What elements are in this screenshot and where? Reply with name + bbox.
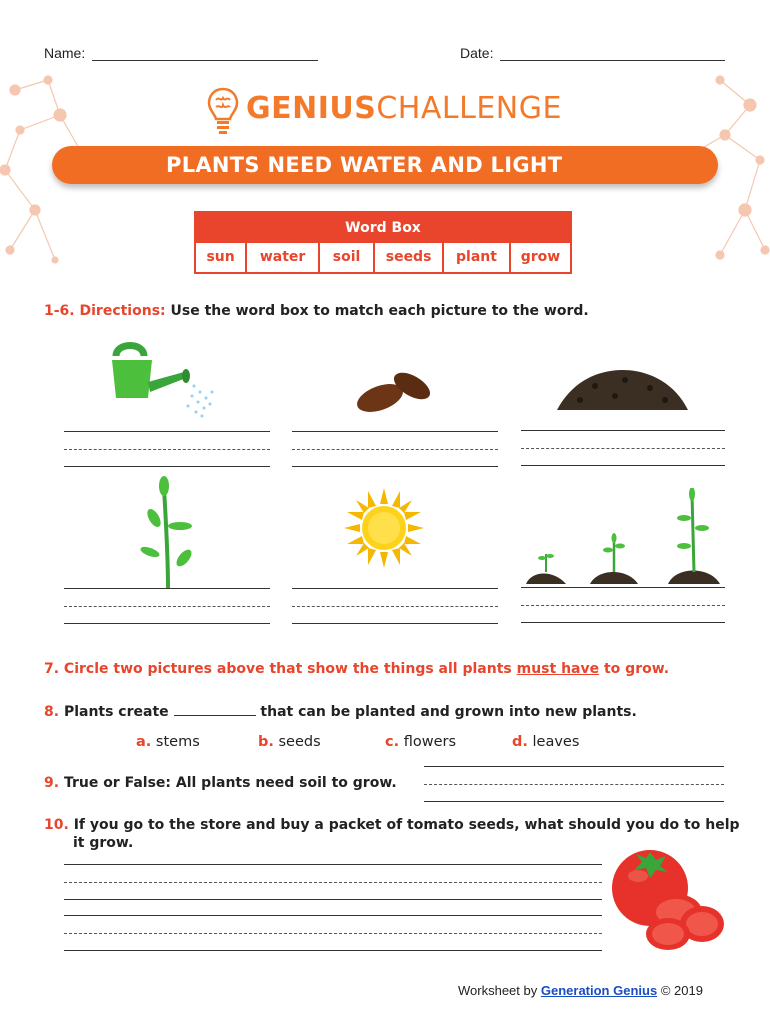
question-9 [44, 775, 397, 791]
date-field[interactable] [500, 60, 725, 61]
directions-label: Directions: [79, 303, 166, 319]
question-8-blank[interactable] [174, 715, 256, 716]
question-10-continued: it grow. [73, 835, 134, 851]
question-7-end: to grow. [603, 661, 670, 677]
question-9-text: True or False: All plants need soil to grow. [63, 775, 397, 791]
choice-text: flowers [403, 734, 457, 750]
question-7-text: 7. Circle two pictures above that show the things all plants [44, 661, 512, 677]
choice-text: seeds [278, 734, 321, 750]
choice-letter: a. [136, 734, 152, 750]
footer-suffix: © 2019 [660, 983, 703, 998]
brand-thin: CHALLENGE [376, 91, 562, 126]
question-number: 10. [44, 817, 69, 833]
answer-box-10a[interactable] [64, 864, 602, 900]
answer-box-4[interactable] [64, 588, 270, 624]
word-box-row [196, 243, 570, 272]
name-field[interactable] [92, 60, 318, 61]
answer-box-6[interactable] [521, 587, 725, 623]
answer-box-5[interactable] [292, 588, 498, 624]
answer-box-10b[interactable] [64, 915, 602, 951]
seeds-icon [350, 364, 440, 414]
brand-title [246, 91, 562, 126]
brand-bold: GENIUS [246, 91, 377, 126]
footer-prefix: Worksheet by [458, 983, 538, 998]
question-number: 9. [44, 775, 60, 791]
tomato-icon [606, 846, 736, 956]
question-1-6 [44, 303, 589, 319]
word-box-cell: soil [318, 243, 373, 272]
title-banner [52, 146, 718, 184]
word-box-cell: plant [442, 243, 509, 272]
word-box-cell: seeds [373, 243, 442, 272]
word-box-cell: water [245, 243, 318, 272]
question-number: 8. [44, 704, 60, 720]
question-8-before: Plants create [63, 704, 169, 720]
sun-icon [344, 488, 424, 568]
choice-letter: c. [385, 734, 400, 750]
question-text: Use the word box to match each picture to the word. [170, 303, 589, 319]
word-box-title: Word Box [196, 213, 570, 243]
watering-can-icon [104, 336, 224, 426]
growing-seedlings-icon [524, 488, 724, 586]
question-8 [44, 704, 637, 720]
brain-bulb-icon [206, 86, 240, 136]
choice-a[interactable] [136, 734, 200, 750]
choice-b[interactable] [258, 734, 321, 750]
answer-box-3[interactable] [521, 430, 725, 466]
name-label: Name: [44, 45, 86, 61]
question-number: 1-6. [44, 303, 75, 319]
answer-box-1[interactable] [64, 431, 270, 467]
word-box-cell: grow [509, 243, 570, 272]
choice-letter: b. [258, 734, 274, 750]
question-7 [44, 661, 669, 677]
choice-d[interactable] [512, 734, 579, 750]
question-10 [44, 817, 740, 833]
choice-text: leaves [532, 734, 580, 750]
question-7-emphasis: must have [516, 661, 600, 677]
footer [458, 983, 703, 998]
answer-box-9[interactable] [424, 766, 724, 802]
question-10-line1: If you go to the store and buy a packet of tomato seeds, what should you do to help [73, 817, 740, 833]
choice-text: stems [155, 734, 200, 750]
choice-letter: d. [512, 734, 528, 750]
word-box-cell: sun [206, 249, 235, 265]
date-label: Date: [460, 45, 494, 61]
footer-link[interactable]: Generation Genius [540, 983, 658, 998]
question-8-after: that can be planted and grown into new plants. [260, 704, 637, 720]
plant-stem-icon [134, 474, 204, 590]
choice-c[interactable] [385, 734, 456, 750]
worksheet-title: PLANTS NEED WATER AND LIGHT [166, 153, 563, 177]
word-box [194, 211, 572, 274]
soil-pile-icon [555, 366, 690, 414]
answer-box-2[interactable] [292, 431, 498, 467]
